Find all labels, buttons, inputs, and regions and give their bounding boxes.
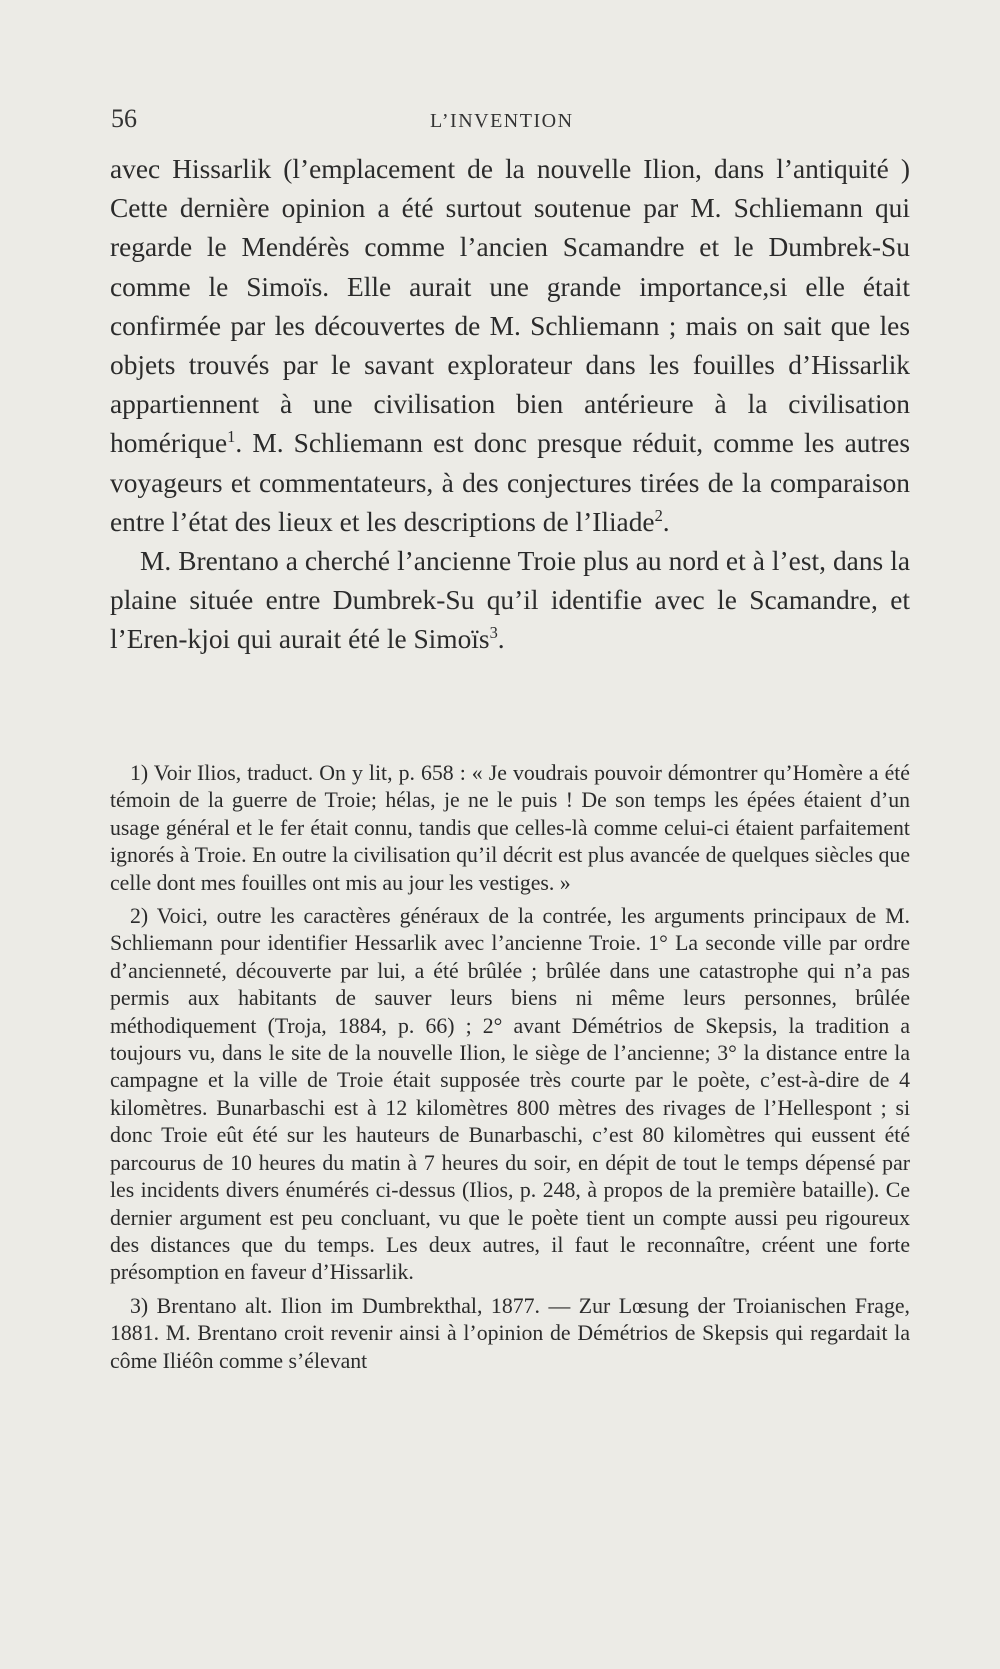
running-head [0,0,1000,150]
footnote-ref-1: 1 [227,427,236,447]
footnote-2: 2) Voici, outre les caractères généraux de la contrée, les arguments principaux de M. Schliemann pour identifier Hessarlik avec l’ancienne Troie. 1° La seconde ville par ordre d’ancienneté, découverte par lui, a été brûlée ; brûlée dans une catastrophe qui n’a pas permis aux habitants de sauver leurs biens ni même leurs personnes, brûlée méthodiquement (Troja, 1884, p. 66) ; 2° avant Démétrios de Skepsis, la tradition a toujours vu, dans le site de la nouvelle Ilion, le siège de l’ancienne; 3° la distance entre la campagne et la ville de Troie était supposée très courte par le poète, c’est-à-dire de 4 kilomètres. Bunarbaschi est à 12 kilomètres 800 mètres des rivages de l’Hellespont ; si donc Troie eût été sur les hauteurs de Bunarbaschi, c’est 80 kilomètres qui eussent été parcourus de 10 heures du matin à 7 heures du soir, en dépit de tout le temps dépensé par les incidents divers énumérés ci-dessus (Ilios, p. 248, à propos de la première bataille). Ce dernier argument est peu concluant, vu que le poète tient un compte aussi peu rigoureux des distances que du temps. Les deux autres, il faut le reconnaître, créent une forte présomption en faveur d’Hissarlik. [110,904,910,1285]
footnote-ref-3: 3 [489,623,498,643]
page-number: 56 [111,104,137,133]
paragraph [110,150,910,542]
main-text [110,150,910,660]
paragraph-text: . [497,624,505,655]
paragraph-text: avec Hissarlik (l’emplacement de la nouvelle Ilion, dans l’antiquité ) Cette dernière opinion a été surtout soutenue par M. Schliemann qui regarde le Mendérès comme l’ancien Scamandre et le Dumbrek-Su comme le Simoïs. Elle aurait une grande importance,si elle était confirmée par les découvertes de M. Schliemann ; mais on sait que les objets trouvés par le savant explorateur dans les fouilles d’Hissarlik appartiennent à une civilisation bien antérieure à la civilisation homérique [110,154,910,459]
footnote-3: 3) Brentano alt. Ilion im Dumbrekthal, 1877. — Zur Lœsung der Troianischen Frage, 1881. M. Brentano croit revenir ainsi à l’opinion de Démétrios de Skepsis qui regardait la côme Iliéôn comme s’élevant [110,1293,910,1373]
paragraph-text: . [662,506,670,537]
footnotes [110,760,910,1381]
paragraph-text: . M. Schliemann est donc presque réduit, comme les autres voyageurs et commentateurs, à des conjectures tirées de la comparaison entre l’état des lieux et les descriptions de l’Iliade [110,428,910,537]
paragraph [110,542,910,660]
running-title: L’INVENTION [430,110,574,132]
footnote-ref-2: 2 [654,505,663,525]
paragraph-text: M. Brentano a cherché l’ancienne Troie plus au nord et à l’est, dans la plaine située entre Dumbrek-Su qu’il identifie avec le Scamandre, et l’Eren-kjoi qui aurait été le Simoïs [110,546,910,655]
footnote-1: 1) Voir Ilios, traduct. On y lit, p. 658 : « Je voudrais pouvoir démontrer qu’Homère a été témoin de la guerre de Troie; hélas, je ne le puis ! De son temps les épées étaient d’un usage général et le fer était connu, tandis que celles-là comme celui-ci étaient parfaitement ignorés à Troie. En outre la civilisation qu’il décrit est plus avancée de quelques siècles que celle dont mes fouilles ont mis au jour les vestiges. » [110,761,910,895]
